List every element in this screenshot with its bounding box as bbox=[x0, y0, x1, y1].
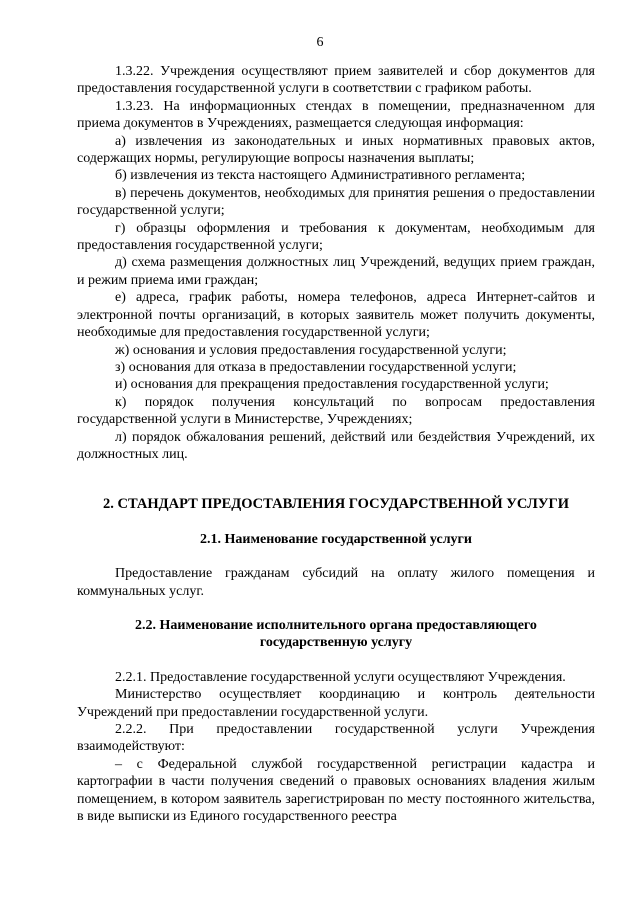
list-item-zh: ж) основания и условия предоставления государственной услуги; bbox=[115, 342, 507, 358]
list-item-i: и) основания для прекращения предоставления государственной услуги; bbox=[115, 377, 549, 393]
subsection-2-2-title-line-2: государственную услугу bbox=[259, 635, 413, 651]
list-item-l: л) порядок обжалования решений, действий или бездействия Учреждений, их должностных лиц. bbox=[77, 429, 595, 462]
page-number: 6 bbox=[316, 35, 324, 50]
list-item-e: е) адреса, график работы, номера телефонов, адреса Интернет-сайтов и электронной почты организаций, в которых заявитель может получить документы, необходимые для предоставления государственной услуги; bbox=[77, 290, 595, 341]
subsection-2-1-text: Предоставление гражданам субсидий на оплату жилого помещения и коммунальных услуг. bbox=[77, 566, 595, 599]
subsection-2-1-title: 2.1. Наименование государственной услуги bbox=[200, 531, 472, 547]
paragraph-ministry-coordination: Министерство осуществляет координацию и контроль деятельности Учреждений при предоставлении государственной услуги. bbox=[77, 687, 595, 720]
list-item-z: з) основания для отказа в предоставлении государственной услуги; bbox=[115, 359, 517, 375]
subsection-2-2-title bbox=[77, 617, 595, 652]
list-item-k: к) порядок получения консультаций по вопросам предоставления государственной услуги в Министерстве, Учреждениях; bbox=[77, 394, 595, 428]
section-2-title: 2. СТАНДАРТ ПРЕДОСТАВЛЕНИЯ ГОСУДАРСТВЕННОЙ УСЛУГИ bbox=[102, 496, 569, 513]
subsection-2-2-title-line-1: 2.2. Наименование исполнительного органа предоставляющего bbox=[135, 617, 537, 633]
paragraph-1-3-23: 1.3.23. На информационных стендах в помещении, предназначенном для приема документов в Учреждениях, размещается следующая информация: bbox=[77, 98, 595, 132]
paragraph-2-2-1: 2.2.1. Предоставление государственной услуги осуществляют Учреждения. bbox=[115, 669, 566, 685]
page-content bbox=[77, 63, 595, 825]
list-item-d: д) схема размещения должностных лиц Учреждений, ведущих прием граждан, и режим приема ими граждан; bbox=[77, 255, 595, 288]
list-item-v: в) перечень документов, необходимых для принятия решения о предоставлении государственной услуги; bbox=[77, 185, 595, 219]
list-item-g: г) образцы оформления и требования к документам, необходимым для предоставления государственной услуги; bbox=[77, 220, 595, 254]
list-item-a: а) извлечения из законодательных и иных нормативных правовых актов, содержащих нормы, регулирующие вопросы назначения выплаты; bbox=[77, 133, 595, 167]
paragraph-2-2-2: 2.2.2. При предоставлении государственной услуги Учреждения взаимодействуют: bbox=[77, 722, 595, 755]
paragraph-1-3-22: 1.3.22. Учреждения осуществляют прием заявителей и сбор документов для предоставления государственной услуги в соответствии с графиком работы. bbox=[77, 64, 595, 97]
list-item-rosreestr: – с Федеральной службой государственной регистрации кадастра и картографии в части получения сведений о правовых основаниях владения жилым помещением, в котором заявитель зарегистрирован по месту постоянного жительства, в виде выписки из Единого государственного реестра bbox=[77, 756, 595, 825]
list-item-b: б) извлечения из текста настоящего Административного регламента; bbox=[115, 168, 526, 184]
